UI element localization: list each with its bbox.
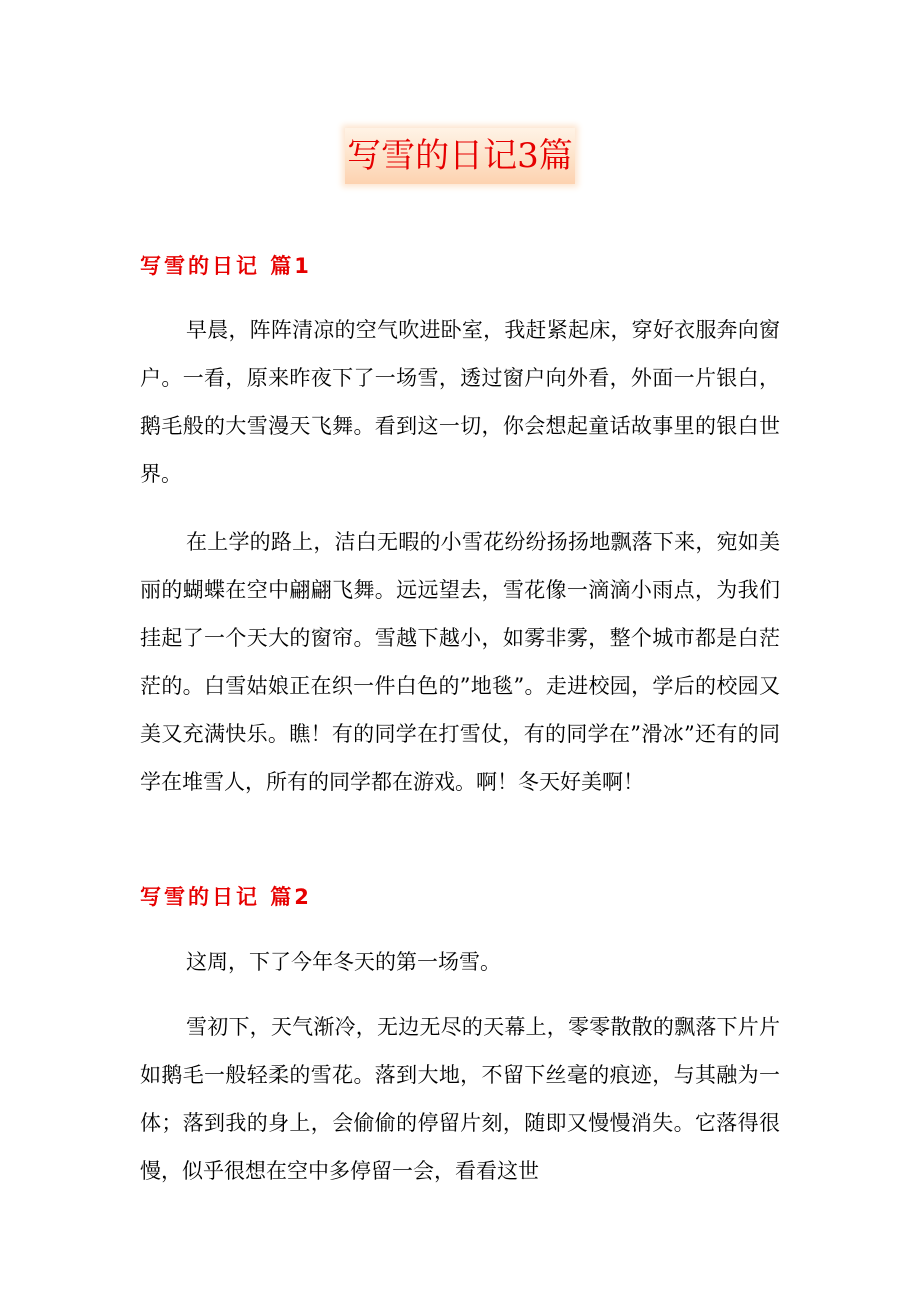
document-title-text: 写雪的日记3篇 (345, 128, 575, 184)
section-heading-1: 写雪的日记 篇1 (140, 254, 312, 278)
document-title (0, 128, 920, 184)
section-heading-2: 写雪的日记 篇2 (140, 885, 312, 909)
paragraph: 早晨，阵阵清凉的空气吹进卧室，我赶紧起床，穿好衣服奔向窗户。一看，原来昨夜下了一场雪，透过窗户向外看，外面一片银白，鹅毛般的大雪漫天飞舞。看到这一切，你会想起童话故事里的银白世界。 (140, 318, 780, 486)
paragraph: 在上学的路上，洁白无暇的小雪花纷纷扬扬地飘落下来，宛如美丽的蝴蝶在空中翩翩飞舞。远远望去，雪花像一滴滴小雨点，为我们挂起了一个天大的窗帘。雪越下越小，如雾非雾，整个城市都是白茫茫的。白雪姑娘正在织一件白色的”地毯”。走进校园，学后的校园又美又充满快乐。瞧！有的同学在打雪仗，有的同学在”滑冰”还有的同学在堆雪人，所有的同学都在游戏。啊！冬天好美啊！ (140, 530, 780, 794)
paragraph: 雪初下，天气渐冷，无边无尽的天幕上，零零散散的飘落下片片如鹅毛一般轻柔的雪花。落到大地，不留下丝毫的痕迹，与其融为一体；落到我的身上，会偷偷的停留片刻，随即又慢慢消失。它落得很慢，似乎很想在空中多停留一会，看看这世 (140, 1015, 780, 1183)
paragraph: 这周，下了今年冬天的第一场雪。 (186, 950, 501, 974)
